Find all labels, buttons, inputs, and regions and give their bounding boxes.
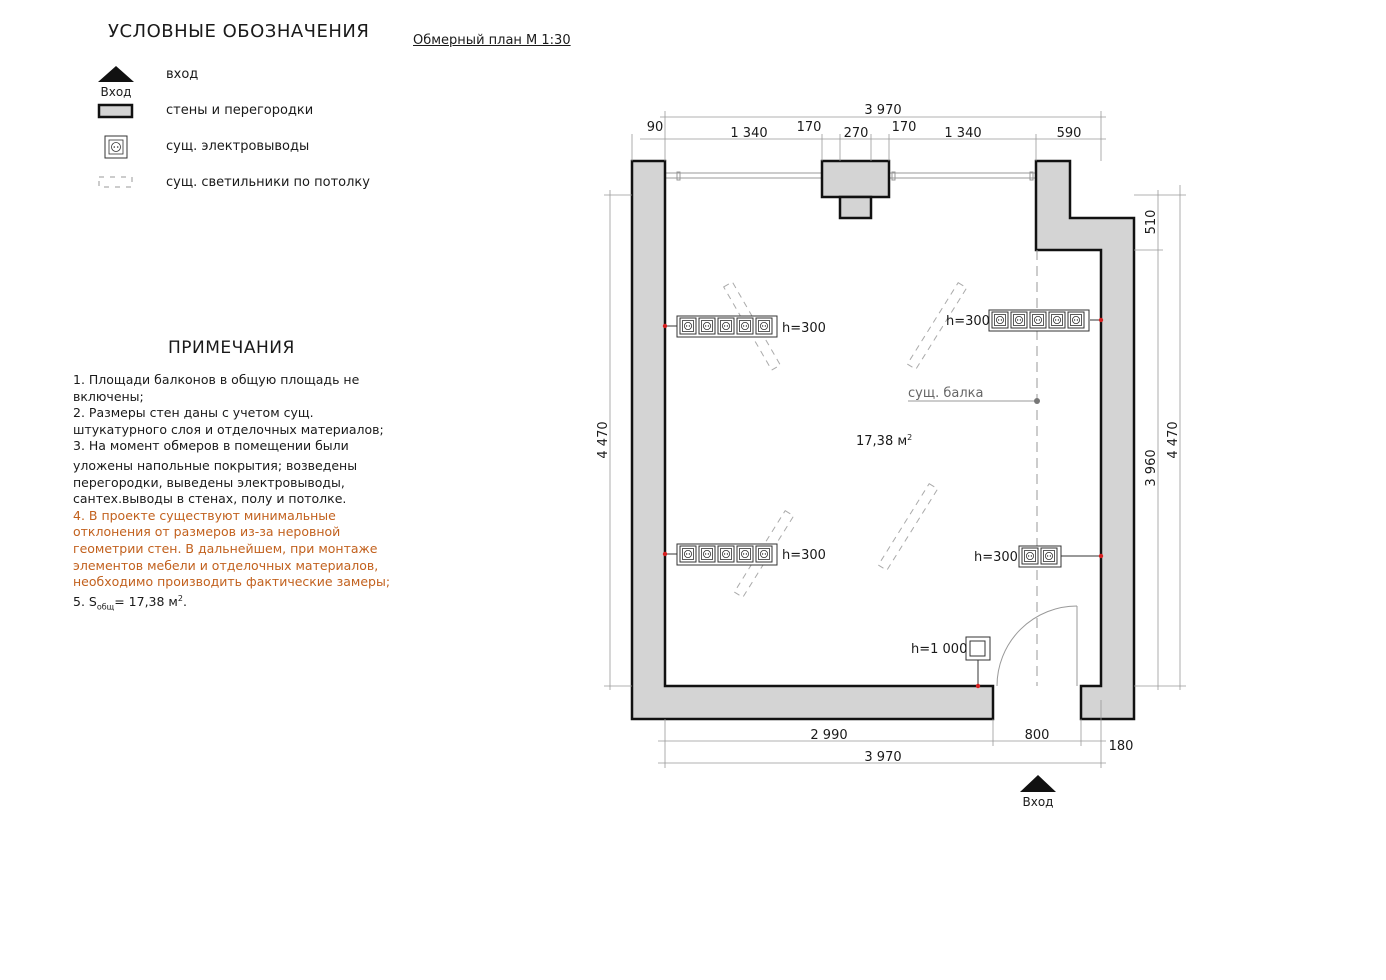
socket-label-3: h=300 bbox=[782, 548, 826, 563]
legend-label-lights: сущ. светильники по потолку bbox=[166, 175, 370, 190]
dims-top bbox=[632, 111, 1106, 161]
socket-group-5 bbox=[911, 637, 990, 688]
dim-left-overall: 4 470 bbox=[596, 421, 611, 459]
note-2: 2. Размеры стен даны с учетом сущ. штукатурного слоя и отделочных материалов; bbox=[73, 405, 384, 437]
legend-label-sockets: сущ. электровыводы bbox=[166, 139, 310, 154]
socket-label-1: h=300 bbox=[782, 321, 826, 336]
column-ledge bbox=[840, 197, 871, 218]
wall-symbol-icon bbox=[99, 105, 132, 117]
entrance-label: Вход bbox=[1022, 795, 1054, 809]
note-1: 1. Площади балконов в общую площадь не включены; bbox=[73, 372, 360, 404]
legend-label-walls: стены и перегородки bbox=[166, 103, 314, 118]
dim-top-seg-1: 90 bbox=[646, 120, 664, 135]
wall-left-bottom bbox=[632, 161, 993, 719]
room-area: 17,38 $м^2$ bbox=[856, 433, 913, 449]
entrance-arrow-icon bbox=[1020, 775, 1056, 792]
dim-right-seg-2: 3 960 bbox=[1144, 449, 1159, 487]
dim-top-seg-5: 170 bbox=[891, 120, 917, 135]
entrance-marker bbox=[1020, 775, 1056, 809]
socket-icon bbox=[105, 136, 127, 158]
column-top bbox=[822, 161, 889, 197]
ceiling-light-4 bbox=[878, 484, 937, 571]
dim-bottom-seg-2: 800 bbox=[1024, 728, 1050, 743]
note-3: 3. На момент обмеров в помещении были bbox=[73, 438, 349, 454]
wall-right bbox=[1036, 161, 1134, 719]
legend-title: УСЛОВНЫЕ ОБОЗНАЧЕНИЯ bbox=[108, 21, 370, 42]
dim-bottom-seg-1: 2 990 bbox=[810, 728, 848, 743]
dim-top-seg-2: 1 340 bbox=[730, 126, 768, 141]
entrance-arrow-icon bbox=[98, 66, 134, 99]
socket-group-3 bbox=[663, 544, 826, 565]
legend-entrance-icon-label: Вход bbox=[100, 85, 132, 99]
ceiling-light-icon bbox=[99, 177, 132, 187]
note-3-cont: уложены напольные покрытия; возведены перегородки, выведены электровыводы, сантех.выводы в стенах, полу и потолке. bbox=[73, 457, 358, 507]
dim-bottom-overall: 3 970 bbox=[864, 750, 902, 765]
beam-label: сущ. балка bbox=[908, 386, 984, 401]
dim-top-seg-7: 590 bbox=[1056, 126, 1082, 141]
dim-right-seg-1: 510 bbox=[1144, 209, 1159, 235]
dim-top-overall: 3 970 bbox=[864, 103, 902, 118]
socket-group-4 bbox=[974, 546, 1103, 567]
dim-bottom-seg-3: 180 bbox=[1108, 739, 1134, 754]
dim-top-seg-4: 270 bbox=[843, 126, 869, 141]
plan-title: Обмерный план М 1:30 bbox=[413, 33, 571, 48]
notes-title: ПРИМЕЧАНИЯ bbox=[168, 338, 295, 358]
beam-point bbox=[1034, 398, 1040, 404]
dim-top-seg-3: 170 bbox=[796, 120, 822, 135]
dim-top-seg-6: 1 340 bbox=[944, 126, 982, 141]
legend-label-entrance: вход bbox=[166, 67, 199, 82]
socket-group-1 bbox=[663, 316, 826, 337]
socket-label-2: h=300 bbox=[946, 314, 990, 329]
dim-right-overall: 4 470 bbox=[1166, 421, 1181, 459]
note-4: 4. В проекте существуют минимальные отклонения от размеров из-за неровной геометрии стен. В дальнейшем, при монтаже элементов мебели и отделочных материалов, необходимо производить фактические замеры; bbox=[73, 507, 391, 590]
socket-label-4: h=300 bbox=[974, 550, 1018, 565]
socket-label-5: h=1 000 bbox=[911, 642, 968, 657]
note-5: 5. $S_{общ}= 17,38$ $м^2$. bbox=[73, 593, 187, 612]
socket-group-2 bbox=[946, 310, 1103, 331]
